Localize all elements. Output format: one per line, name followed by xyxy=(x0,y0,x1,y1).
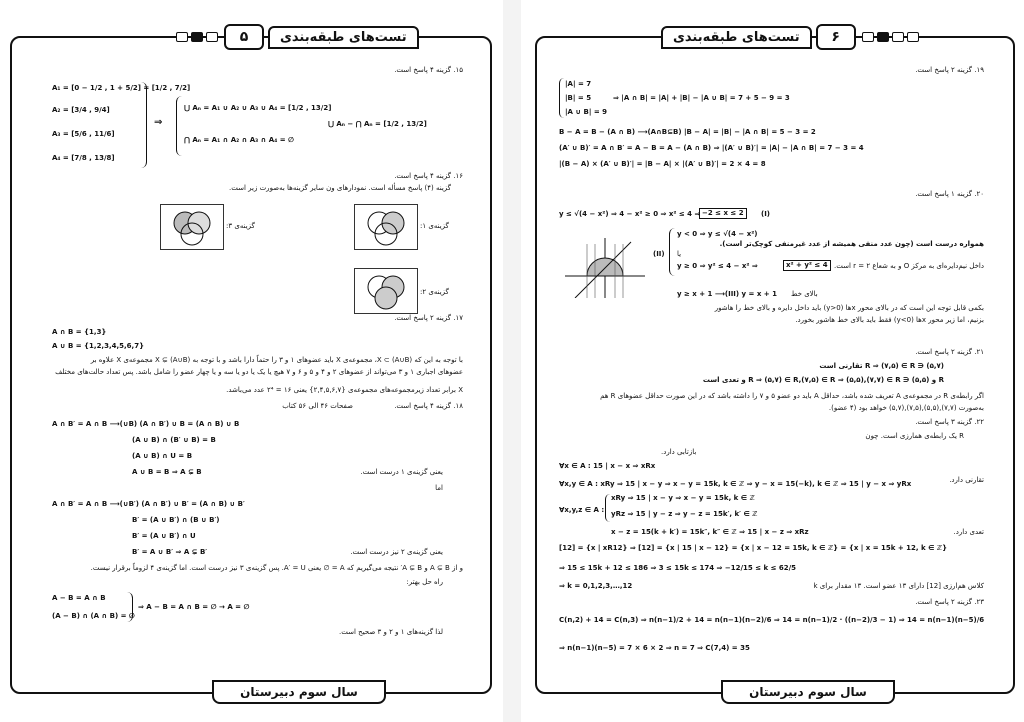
q23-e2: ⇒ n(n−1)(n−5) = 7 × 6 × 2 ⇒ n = 7 ⇒ C(7,4) = 35 xyxy=(559,644,750,652)
q19-s3: |A ∪ B| = 9 xyxy=(565,108,608,116)
q18-t3: یعنی گزینه‌ی ۲ نیز درست است. xyxy=(350,548,443,556)
q23-label: ۲۳. گزینه ۲ پاسخ است. xyxy=(915,598,984,606)
q17-eq1: A ∩ B = {1,3} xyxy=(52,328,107,336)
q15-a3: A₃ = [5/6 , 11/6] xyxy=(52,130,115,138)
q16-label: ۱۶. گزینه ۴ پاسخ است. xyxy=(394,172,463,180)
q17-eq2: A ∪ B = {1,2,3,4,5,6,7} xyxy=(52,342,145,350)
right-page xyxy=(521,0,1024,722)
q20-or: یا xyxy=(677,250,682,258)
q15-a2: A₂ = [3/4 , 9/4] xyxy=(52,106,110,114)
dot xyxy=(176,32,188,42)
q21-l1: (۵,۷) ∈ R ⇒ (۷,۵) ∈ R تقارنی است xyxy=(819,362,944,370)
q20-c2: y ≥ 0 ⇒ y² ≤ 4 − x² ⇒ xyxy=(677,262,758,270)
q17-p3: X برابر تعداد زیرمجموعه‌های مجموعه‌ی {۲,۴,۵,۶,۷} یعنی ۱۶ = ۲⁴ عدد می‌باشد. xyxy=(226,386,463,394)
page-number: ۶ xyxy=(816,24,856,50)
q18-label: ۱۸. گزینه ۴ پاسخ است. xyxy=(394,402,463,410)
q20-label: ۲۰. گزینه ۱ پاسخ است. xyxy=(915,190,984,198)
q20-c1t: همواره درست است (چون عدد منفی همیشه از عدد غیرمنفی کوچک‌تر است). xyxy=(719,240,984,248)
q18-e9: A − B = A ∩ B xyxy=(52,594,106,602)
q18-e11: ⇒ A − B = A ∩ B = ∅ → A = ∅ xyxy=(138,603,250,611)
header-dots xyxy=(176,32,218,42)
q22-forall: ∀x,y,z ∈ A : xyxy=(559,506,605,514)
q22-brace xyxy=(605,494,610,522)
q22-sym: ∀x,y ∈ A : xRy ⇒ 15 | x − y ⇒ x − y = 15k, k ∈ ℤ ⇒ y − x = 15(−k), k ∈ ℤ ⇒ 15 | y − x ⇒ yRx xyxy=(559,480,912,488)
q22-tr-t: تعدی دارد. xyxy=(953,528,984,536)
q20-brace xyxy=(669,228,675,276)
q18-e1: A ∩ B′ = A ∩ B ⟶(∪B) (A ∩ B′) ∪ B = (A ∩ B) ∪ B xyxy=(52,420,240,428)
q15-brace xyxy=(140,82,147,168)
page-header xyxy=(170,24,419,50)
q22-cls: [12] = {x | xR12} ⇒ [12] = {x | 15 | x − 12} = {x | x − 12 = 15k, k ∈ ℤ} = {x | x = 15k + 12, k ∈ ℤ} xyxy=(559,544,948,552)
page-title: تست‌های طبقه‌بندی xyxy=(268,26,419,49)
q22-kvals: ⇒ k = 0,1,2,3,…,12 xyxy=(559,582,633,590)
q19-s1: |A| = 7 xyxy=(565,80,592,88)
q19-r2: B − A = B − (A ∩ B) ⟶(A∩B⊆B) |B − A| = |B| − |A ∩ B| = 5 − 3 = 2 xyxy=(559,128,816,136)
q20-n2: بزنیم، اما زیر محور xها (y<0) فقط باید بالای خط هاشور بخورد. xyxy=(795,316,984,324)
q18-e4: A ∪ B = B ⇒ A ⊊ B xyxy=(132,468,202,476)
venn-option-1 xyxy=(354,204,418,250)
q21-label: ۲۱. گزینه ۲ پاسخ است. xyxy=(915,348,984,356)
q22-tr1: xRy ⇒ 15 | x − y ⇒ x − y = 15k, k ∈ ℤ xyxy=(611,494,755,502)
venn-diagram xyxy=(355,269,417,313)
q21-l2: R و (۵,۵) ∈ R ⇒ (۵,۷) ∈ R,(۷,۵) ∈ R ⇒ (۵,۵),(۷,۷) ∈ R و تعدی است xyxy=(702,376,944,384)
q22-tr3: x − z = 15(k + k′) = 15k″, k″ ∈ ℤ ⇒ 15 | x − z ⇒ xRz xyxy=(611,528,809,536)
venn-diagram xyxy=(161,205,223,249)
q16-opt3: گزینه‌ی ۳: xyxy=(226,222,255,230)
q18-t1: یعنی گزینه‌ی ۱ درست است. xyxy=(360,468,443,476)
dot xyxy=(892,32,904,42)
q15-a4: A₄ = [7/8 , 13/8] xyxy=(52,154,115,162)
dot xyxy=(206,32,218,42)
q15-result: ⋃ Aₙ − ⋂ Aₙ = [1/2 , 13/2] xyxy=(328,120,427,128)
left-page xyxy=(0,0,503,722)
q18-t4: و از A ⊊ B و A ⊊ B′ نتیجه می‌گیریم که A = ∅ یعنی A′ = U. پس گزینه‌ی ۳ نیز درست است. اما گزینه‌ی ۴ لزوماً برقرار نیست. xyxy=(90,564,463,572)
q16-opt1: گزینه‌ی ۱: xyxy=(420,222,449,230)
page-footer: سال سوم دبیرستان xyxy=(212,680,386,704)
venn-option-3 xyxy=(160,204,224,250)
q20-e1-box: −2 ≤ x ≤ 2 xyxy=(699,208,747,219)
q22-cls-t: کلاس هم‌ارزی [12] دارای ۱۳ عضو است. ۱۳ مقدار برای k xyxy=(813,582,984,590)
q19-r4: |(B − A) × (A′ ∪ B)′| = |B − A| × |(A′ ∪ B)′| = 2 × 4 = 8 xyxy=(559,160,766,168)
dot xyxy=(877,32,889,42)
page-gutter xyxy=(503,0,521,722)
implies-arrow: ⇒ xyxy=(154,117,163,128)
q20-c1: y < 0 ⇒ y ≤ √(4 − x²) xyxy=(677,230,758,238)
q15-label: ۱۵. گزینه ۴ پاسخ است. xyxy=(394,66,463,74)
q19-brace xyxy=(559,78,564,118)
q18-t2: اما xyxy=(435,484,443,492)
q18-e2: (A ∪ B) ∩ (B′ ∪ B) = B xyxy=(132,436,216,444)
q18-e8: B′ = A ∪ B′ ⇒ A ⊊ B′ xyxy=(132,548,208,556)
q20-c2-box: x² + y² ≤ 4 xyxy=(783,260,831,271)
dot xyxy=(862,32,874,42)
q20-e1-tag: (I) xyxy=(761,210,771,218)
page-title: تست‌های طبقه‌بندی xyxy=(661,26,812,49)
q18-e6: B′ = (A ∪ B′) ∩ (B ∪ B′) xyxy=(132,516,220,524)
page-footer: سال سوم دبیرستان xyxy=(721,680,895,704)
q18-t6: لذا گزینه‌های ۱ و ۲ و ۳ صحیح است. xyxy=(339,628,443,636)
q15-a1: A₁ = [0 − 1/2 , 1 + 5/2] = [1/2 , 7/2] xyxy=(52,84,191,92)
q18-e10: (A − B) ∩ (A ∩ B) = ∅ xyxy=(52,612,135,620)
q22-refl-t: بازتابی دارد. xyxy=(661,448,697,456)
semicircle-graph xyxy=(565,234,645,298)
page-number: ۵ xyxy=(224,24,264,50)
q18-e7: B′ = (A ∪ B′) ∩ U xyxy=(132,532,196,540)
q19-label: ۱۹. گزینه ۲ پاسخ است. xyxy=(915,66,984,74)
q18-e5: A ∩ B′ = A ∩ B ⟶(∪B′) (A ∩ B′) ∪ B′ = (A ∩ B) ∪ B′ xyxy=(52,500,245,508)
q18-e3: (A ∪ B) ∩ U = B xyxy=(132,452,193,460)
q19-s2: |B| = 5 xyxy=(565,94,592,102)
q17-ref: صفحات ۴۶ الی ۵۶ کتاب xyxy=(282,402,353,410)
dot xyxy=(907,32,919,42)
q15-brace2 xyxy=(176,96,183,156)
header-dots xyxy=(862,32,919,42)
q18-brace xyxy=(126,592,133,622)
q17-p1: با توجه به این که X ⊂ (A∪B)، مجموعه‌ی X باید عضوهای ۱ و ۳ را حتماً دارا باشد و با توجه به X ⊊ (A∪B) مجموعه‌ی X علاوه بر xyxy=(90,356,463,364)
venn-option-2 xyxy=(354,268,418,314)
q20-c3: y ≥ x + 1 ⟶(III) y = x + 1 xyxy=(677,290,777,298)
q17-p2: عضوهای اجباری ۱ و ۳ می‌تواند از عضوهای ۲ و ۴ و ۵ و ۶ و ۷ هیچ یا یک یا دو یا سه و یا چهار عضو را شامل باشد. پس تعداد حالت‌های مختلف xyxy=(55,368,463,376)
q19-r3: (A′ ∪ B)′ = A ∩ B′ = A − B = A − (A ∩ B) ⇒ |(A′ ∪ B)′| = |A| − |A ∩ B| = 7 − 3 = 4 xyxy=(559,144,864,152)
q18-t5: راه حل بهتر: xyxy=(406,578,443,586)
q20-ii: (II) xyxy=(653,250,665,258)
dot xyxy=(191,32,203,42)
q22-sym-t: تقارنی دارد. xyxy=(949,476,984,484)
q21-l4: به‌صورت (۷,۷),(۵,۵),(۷,۵),(۵,۷) خواهد بود (۴ عضو). xyxy=(828,404,984,412)
q22-tr2: yRz ⇒ 15 | y − z ⇒ y − z = 15k′, k′ ∈ ℤ xyxy=(611,510,758,518)
q20-e1: y ≤ √(4 − x²) ⇒ 4 − x² ≥ 0 ⇒ x² ≤ 4 ⇒ xyxy=(559,210,701,218)
q22-ineq: ⇒ 15 ≤ 15k + 12 ≤ 186 ⇒ 3 ≤ 15k ≤ 174 ⇒ −12/15 ≤ k ≤ 62/5 xyxy=(559,564,797,572)
page-header xyxy=(661,24,925,50)
q21-l3: اگر رابطه‌ی R در مجموعه‌ی A تعریف شده باشد، حداقل A باید دو عضو ۵ و ۷ را داشته باشد که در این صورت حداقل عضوهای R هم xyxy=(600,392,984,400)
q20-c3t: بالای خط xyxy=(791,290,818,298)
q22-refl: ∀x ∈ A : 15 | x − x ⇒ xRx xyxy=(559,462,656,470)
q16-line1: گزینه (۴) پاسخ مسأله است. نمودارهای ون سایر گزینه‌ها به‌صورت زیر است. xyxy=(229,184,451,192)
q19-r1: ⇒ |A ∩ B| = |A| + |B| − |A ∪ B| = 7 + 5 − 9 = 3 xyxy=(613,94,790,102)
q22-l1: R یک رابطه‌ی همارزی است. چون xyxy=(865,432,964,440)
q16-opt2: گزینه‌ی ۲: xyxy=(420,288,449,296)
q23-e1: C(n,2) + 14 = C(n,3) ⇒ n(n−1)/2 + 14 = n(n−1)(n−2)/6 ⇒ 14 = n(n−1)/2 · ((n−2)/3 − 1) ⇒ 14 = n(n−1)(n−5)/6 xyxy=(559,616,985,624)
venn-diagram xyxy=(355,205,417,249)
q22-label: ۲۲. گزینه ۳ پاسخ است. xyxy=(915,418,984,426)
q15-union: ⋃ Aₙ = A₁ ∪ A₂ ∪ A₃ ∪ A₄ = [1/2 , 13/2] xyxy=(184,104,332,112)
q17-label: ۱۷. گزینه ۲ پاسخ است. xyxy=(394,314,463,322)
q20-n1: بکمی قابل توجه این است که در بالای محور xها (y>0) باید داخل دایره و بالای خط را هاشور xyxy=(714,304,984,312)
q15-inter: ⋂ Aₙ = A₁ ∩ A₂ ∩ A₃ ∩ A₄ = ∅ xyxy=(184,136,295,144)
q20-c2t: داخل نیم‌دایره‌ای به مرکز O و به شعاع ۲ = r است. xyxy=(834,262,984,270)
